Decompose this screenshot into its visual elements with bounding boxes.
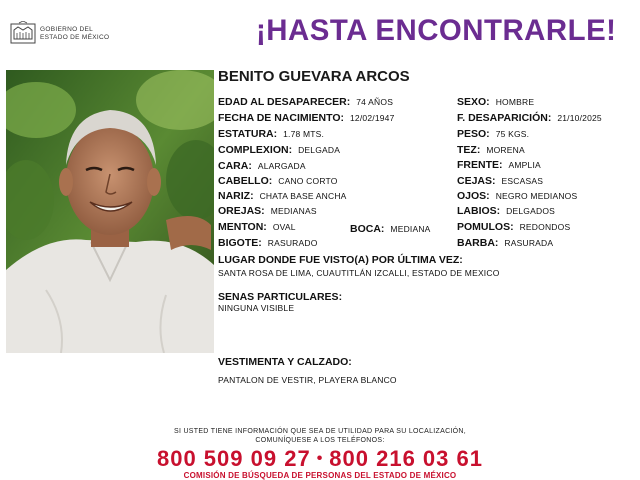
- field-orejas: [218, 205, 317, 217]
- field-value: DELGADA: [298, 145, 341, 155]
- field-label: BARBA:: [457, 237, 499, 249]
- field-label: ESTATURA:: [218, 128, 278, 140]
- logo-state-text: ESTADO DE MÉXICO: [40, 34, 110, 41]
- field-value: REDONDOS: [519, 222, 571, 232]
- field-sexo: [457, 96, 534, 108]
- field-label: POMULOS:: [457, 221, 514, 233]
- field-ojos: [457, 190, 577, 202]
- field-edad: [218, 96, 393, 108]
- field-barba: [457, 237, 553, 249]
- field-nariz: [218, 190, 347, 202]
- field-value: RASURADA: [504, 238, 554, 248]
- field-menton: [218, 221, 296, 233]
- field-boca: [350, 223, 431, 235]
- field-value: 12/02/1947: [350, 113, 395, 123]
- phone-number-2[interactable]: 800 216 03 61: [329, 446, 483, 471]
- field-value: HOMBRE: [495, 97, 535, 107]
- field-frente: [457, 159, 541, 171]
- field-peso: [457, 128, 529, 140]
- field-label: SEXO:: [457, 96, 490, 108]
- commission-name: COMISIÓN DE BÚSQUEDA DE PERSONAS DEL ESTADO DE MÉXICO: [183, 471, 457, 480]
- field-value: 75 KGS.: [495, 129, 530, 139]
- lugar-label: LUGAR DONDE FUE VISTO(A) POR ÚLTIMA VEZ:: [218, 254, 463, 266]
- field-value: RASURADO: [267, 238, 318, 248]
- field-value: ESCASAS: [501, 176, 544, 186]
- field-label: LABIOS:: [457, 205, 501, 217]
- field-label: BIGOTE:: [218, 237, 262, 249]
- field-value: 21/10/2025: [557, 113, 602, 123]
- field-value: CHATA BASE ANCHA: [259, 191, 347, 201]
- field-label: MENTON:: [218, 221, 267, 233]
- phone-separator: •: [316, 450, 324, 467]
- vestimenta-label: VESTIMENTA Y CALZADO:: [218, 356, 352, 368]
- field-label: OJOS:: [457, 190, 490, 202]
- senas-label: SENAS PARTICULARES:: [218, 291, 343, 303]
- field-value: OVAL: [272, 222, 296, 232]
- field-label: NARIZ:: [218, 190, 254, 202]
- field-value: DELGADOS: [506, 206, 556, 216]
- government-logo: [10, 21, 130, 49]
- field-labios: [457, 205, 555, 217]
- field-cara: [218, 160, 306, 172]
- phone-numbers: [0, 446, 640, 472]
- field-value: NEGRO MEDIANOS: [495, 191, 578, 201]
- field-label: CARA:: [218, 160, 252, 172]
- lugar-value: SANTA ROSA DE LIMA, CUAUTITLÁN IZCALLI, ESTADO DE MEXICO: [218, 268, 500, 278]
- senas-value: NINGUNA VISIBLE: [218, 303, 295, 313]
- person-name: BENITO GUEVARA ARCOS: [218, 68, 410, 85]
- field-value: 74 AÑOS: [356, 97, 394, 107]
- field-pomulos: [457, 221, 570, 233]
- headline: ¡HASTA ENCONTRARLE!: [256, 14, 617, 47]
- state-seal-icon: [10, 21, 36, 45]
- phone-number-1[interactable]: 800 509 09 27: [156, 446, 311, 471]
- field-label: FECHA DE NACIMIENTO:: [218, 112, 344, 124]
- field-label: CABELLO:: [218, 175, 273, 187]
- field-label: F. DESAPARICIÓN:: [457, 112, 552, 124]
- footer-info-line1: SI USTED TIENE INFORMACIÓN QUE SEA DE UTILIDAD PARA SU LOCALIZACIÓN,: [173, 428, 467, 435]
- field-desaparicion: [457, 112, 602, 124]
- field-value: ALARGADA: [257, 161, 306, 171]
- field-cejas: [457, 175, 543, 187]
- field-value: MEDIANAS: [270, 206, 317, 216]
- field-value: MEDIANA: [390, 224, 431, 234]
- field-label: OREJAS:: [218, 205, 265, 217]
- field-label: PESO:: [457, 128, 490, 140]
- field-label: EDAD AL DESAPARECER:: [218, 96, 351, 108]
- field-complexion: [218, 144, 340, 156]
- field-value: AMPLIA: [508, 160, 541, 170]
- field-label: BOCA:: [350, 223, 385, 235]
- field-nacimiento: [218, 112, 395, 124]
- logo-gov-text: GOBIERNO DEL: [40, 26, 94, 33]
- field-value: MORENA: [486, 145, 525, 155]
- portrait-photo: [6, 70, 214, 353]
- field-label: CEJAS:: [457, 175, 496, 187]
- field-label: COMPLEXION:: [218, 144, 293, 156]
- field-tez: [457, 144, 525, 156]
- footer-info-line2: COMUNÍQUESE A LOS TELÉFONOS:: [255, 437, 385, 444]
- field-value: 1.78 MTS.: [283, 129, 325, 139]
- field-label: TEZ:: [457, 144, 481, 156]
- field-estatura: [218, 128, 324, 140]
- vestimenta-value: PANTALON DE VESTIR, PLAYERA BLANCO: [218, 375, 397, 385]
- field-value: CANO CORTO: [278, 176, 338, 186]
- field-label: FRENTE:: [457, 159, 503, 171]
- field-bigote: [218, 237, 318, 249]
- field-cabello: [218, 175, 338, 187]
